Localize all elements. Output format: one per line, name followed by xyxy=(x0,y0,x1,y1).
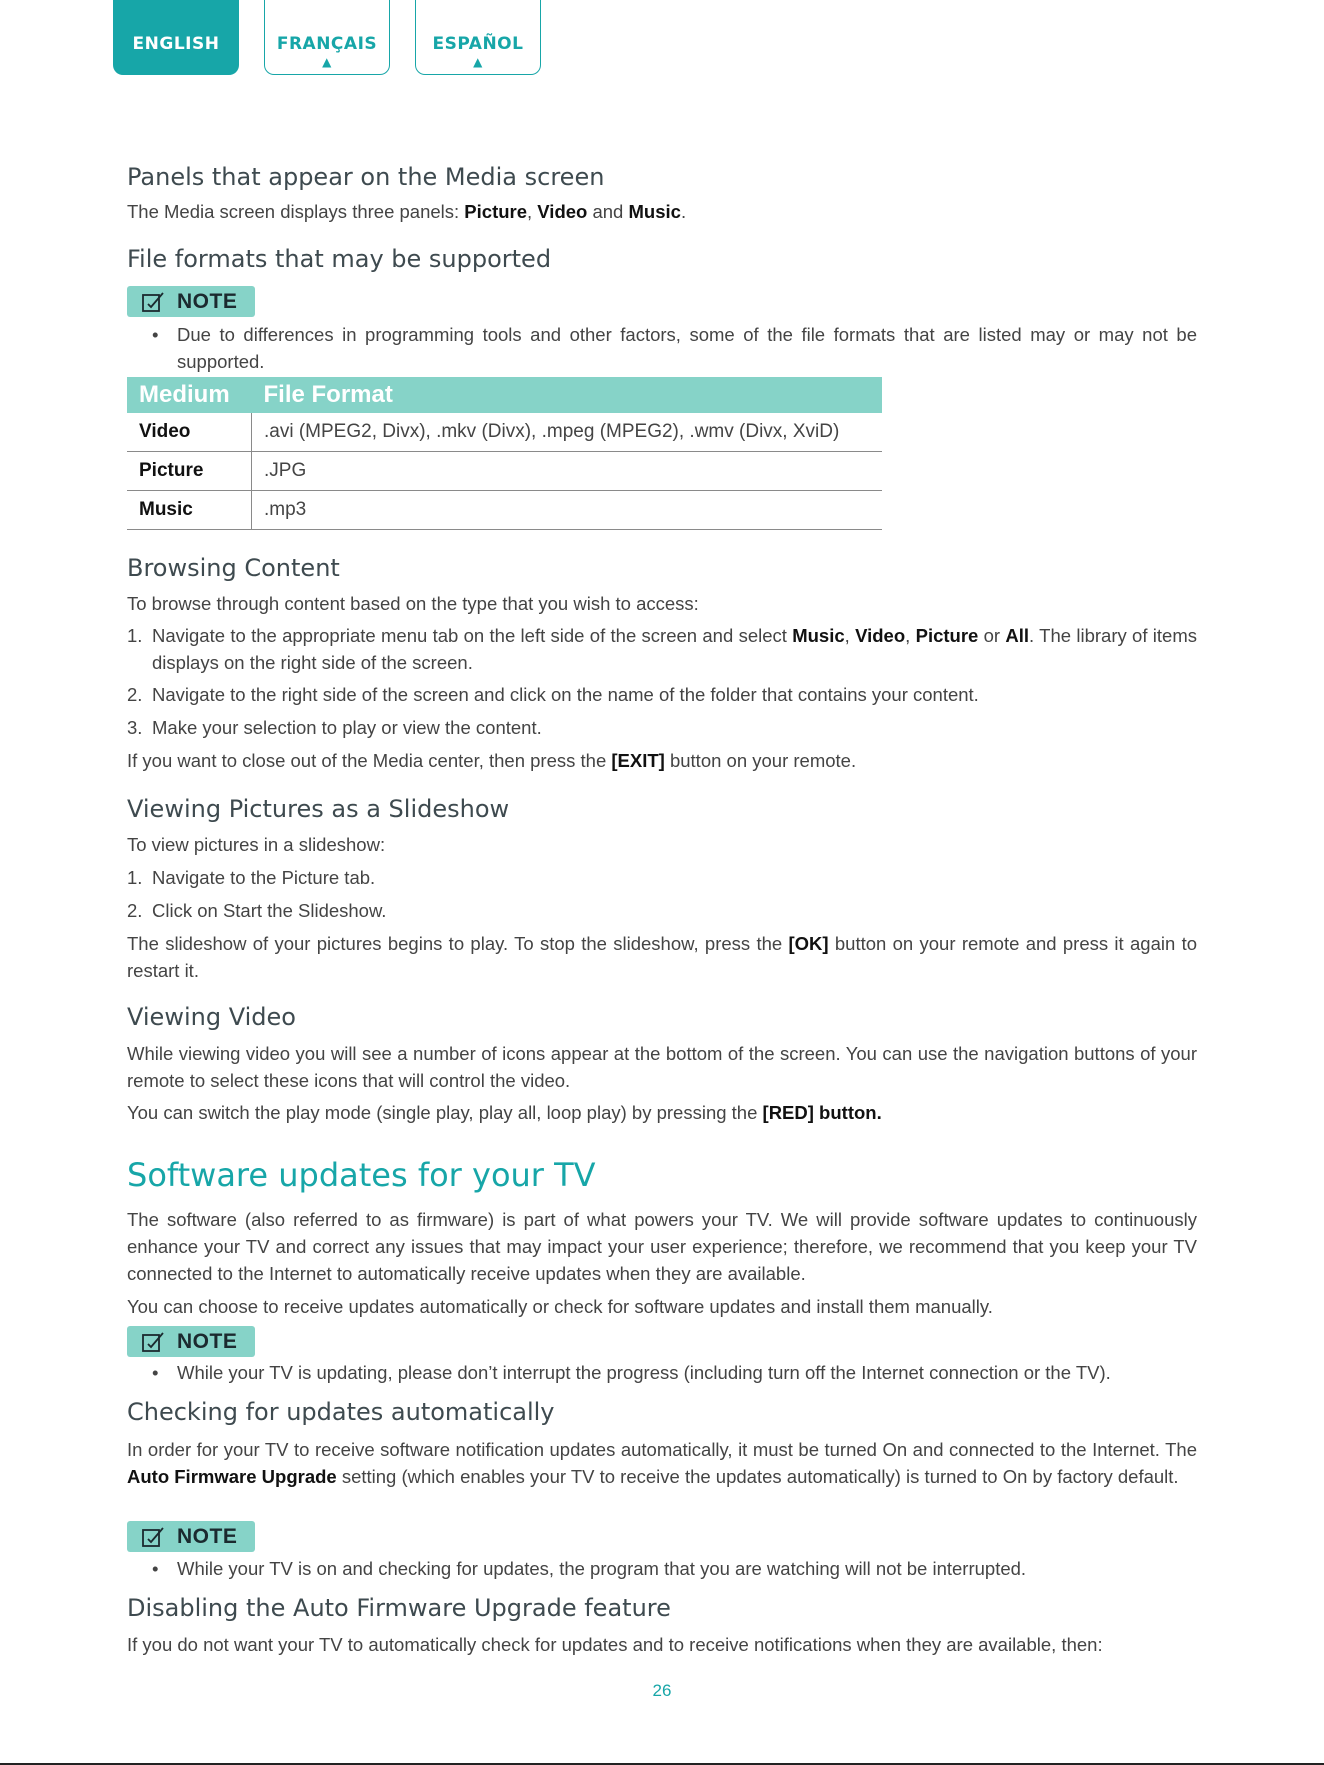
up-arrow-icon: ▲ xyxy=(322,55,332,69)
note-edit-icon xyxy=(141,1330,165,1354)
list-item xyxy=(127,681,1197,708)
slideshow-heading: Viewing Pictures as a Slideshow xyxy=(127,795,510,823)
list-number: 2. xyxy=(127,900,143,921)
step-text: Navigate to the appropriate menu tab on the left side of the screen and select xyxy=(152,625,793,646)
list-item xyxy=(127,864,1197,891)
note-edit-icon xyxy=(141,290,165,314)
panels-music: Music xyxy=(628,201,681,222)
bullet-dot: • xyxy=(152,324,159,345)
note-bullet xyxy=(152,1555,1197,1582)
checking-post: setting (which enables your TV to receive the updates automatically) is turned to On by factory default. xyxy=(336,1466,1179,1487)
disabling-text: If you do not want your TV to automatically check for updates and to receive notifications when they are available, then: xyxy=(127,1634,1103,1655)
sep: , xyxy=(844,625,856,646)
note-bullet xyxy=(152,1359,1197,1386)
panels-text-pre: The Media screen displays three panels: xyxy=(127,201,465,222)
formats-heading: File formats that may be supported xyxy=(127,245,552,273)
panels-end: . xyxy=(680,201,687,222)
list-text: Make your selection to play or view the content. xyxy=(152,717,542,738)
panels-video: Video xyxy=(537,201,588,222)
list-item xyxy=(127,897,1197,924)
file-format-table xyxy=(127,377,882,530)
list-number: 3. xyxy=(127,717,143,738)
panels-sep: , xyxy=(527,201,538,222)
note-label: NOTE xyxy=(177,289,238,313)
video-text: While viewing video you will see a number of icons appear at the bottom of the screen. You can use the navigation buttons of your remote to select these icons that will control the video. xyxy=(127,1043,1197,1091)
list-item xyxy=(127,714,1197,741)
table-row xyxy=(127,413,882,452)
table-cell-format: .JPG xyxy=(252,452,883,491)
list-text xyxy=(152,622,1197,676)
list-number: 1. xyxy=(127,867,143,888)
browsing-heading: Browsing Content xyxy=(127,554,340,582)
sep: , xyxy=(905,625,916,646)
menu-picture: Picture xyxy=(915,625,979,646)
panels-text xyxy=(127,198,1197,225)
note-bullet-text: While your TV is updating, please don’t interrupt the progress (including turn off the Internet connection or the TV). xyxy=(177,1362,1111,1383)
panels-heading: Panels that appear on the Media screen xyxy=(127,163,605,191)
checking-text xyxy=(127,1436,1197,1490)
note-label: NOTE xyxy=(177,1524,238,1548)
checking-heading: Checking for updates automatically xyxy=(127,1398,555,1426)
table-row xyxy=(127,491,882,530)
page-number: 26 xyxy=(652,1681,672,1700)
tab-espanol[interactable] xyxy=(415,0,541,75)
note-label: NOTE xyxy=(177,1329,238,1353)
note-bullet xyxy=(152,321,1197,375)
list-number: 1. xyxy=(127,625,143,646)
tab-francais-label: FRANÇAIS xyxy=(276,34,378,54)
list-text: Navigate to the right side of the screen and click on the name of the folder that contains your content. xyxy=(152,684,979,705)
panels-sep: and xyxy=(587,201,629,222)
note-badge xyxy=(127,1326,255,1357)
note-edit-icon xyxy=(141,1525,165,1549)
software-heading: Software updates for your TV xyxy=(127,1156,596,1194)
slideshow-post: button on your remote and press it again to restart it. xyxy=(127,933,1197,981)
menu-music: Music xyxy=(792,625,845,646)
note-badge xyxy=(127,286,255,317)
table-cell-medium: Video xyxy=(127,413,252,452)
list-number: 2. xyxy=(127,684,143,705)
note-bullet-text: While your TV is on and checking for updates, the program that you are watching will not be interrupted. xyxy=(177,1558,1027,1579)
bullet-dot: • xyxy=(152,1558,159,1579)
list-text: Navigate to the Picture tab. xyxy=(152,867,376,888)
auto-firmware-upgrade-setting: Auto Firmware Upgrade xyxy=(127,1466,337,1487)
menu-video: Video xyxy=(855,625,906,646)
up-arrow-icon: ▲ xyxy=(473,55,483,69)
exit-post: button on your remote. xyxy=(664,750,857,771)
bullet-dot: • xyxy=(152,1362,159,1383)
tab-english[interactable] xyxy=(113,0,239,75)
checking-pre: In order for your TV to receive software notification updates automatically, it must be turned On and connected to the Internet. The xyxy=(127,1439,1197,1460)
note-bullet-text: Due to differences in programming tools and other factors, some of the file formats that are listed may or may not be supported. xyxy=(177,324,1197,372)
table-header-row xyxy=(127,377,882,413)
table-cell-medium: Music xyxy=(127,491,252,530)
exit-text xyxy=(127,747,1197,774)
tab-english-label: ENGLISH xyxy=(132,34,220,54)
disabling-heading: Disabling the Auto Firmware Upgrade feature xyxy=(127,1594,671,1622)
panels-picture: Picture xyxy=(464,201,528,222)
ok-key: [OK] xyxy=(788,933,829,954)
table-cell-format: .avi (MPEG2, Divx), .mkv (Divx), .mpeg (MPEG2), .wmv (Divx, XviD) xyxy=(252,413,883,452)
table-header-medium: Medium xyxy=(127,377,252,413)
software-text: The software (also referred to as firmware) is part of what powers your TV. We will provide software updates to continuously enhance your TV and correct any issues that may impact your user experience; therefore, we recommend that you keep your TV connected to the Internet to automatically receive updates when they are available. xyxy=(127,1209,1197,1284)
exit-pre: If you want to close out of the Media center, then press the xyxy=(127,750,612,771)
table-row xyxy=(127,452,882,491)
browsing-intro: To browse through content based on the type that you wish to access: xyxy=(127,593,699,614)
table-header-format: File Format xyxy=(252,377,883,413)
sep: or xyxy=(978,625,1006,646)
slideshow-text xyxy=(127,930,1197,984)
slideshow-intro: To view pictures in a slideshow: xyxy=(127,834,386,855)
step-text: . The library of items displays on the right side of the screen. xyxy=(152,625,1197,673)
list-text: Click on Start the Slideshow. xyxy=(152,900,387,921)
tab-francais[interactable] xyxy=(264,0,390,75)
tab-espanol-label: ESPAÑOL xyxy=(432,34,524,54)
video-heading: Viewing Video xyxy=(127,1003,296,1031)
table-cell-format: .mp3 xyxy=(252,491,883,530)
list-item xyxy=(127,622,1197,676)
table-cell-medium: Picture xyxy=(127,452,252,491)
note-badge xyxy=(127,1521,255,1552)
software-text-2: You can choose to receive updates automatically or check for software updates and install them manually. xyxy=(127,1296,993,1317)
slideshow-pre: The slideshow of your pictures begins to play. To stop the slideshow, press the xyxy=(127,933,789,954)
menu-all: All xyxy=(1005,625,1030,646)
red-key: [RED] button. xyxy=(762,1102,882,1123)
playmode-pre: You can switch the play mode (single play, play all, loop play) by pressing the xyxy=(127,1102,763,1123)
exit-key: [EXIT] xyxy=(611,750,665,771)
video-playmode-text xyxy=(127,1099,1197,1126)
